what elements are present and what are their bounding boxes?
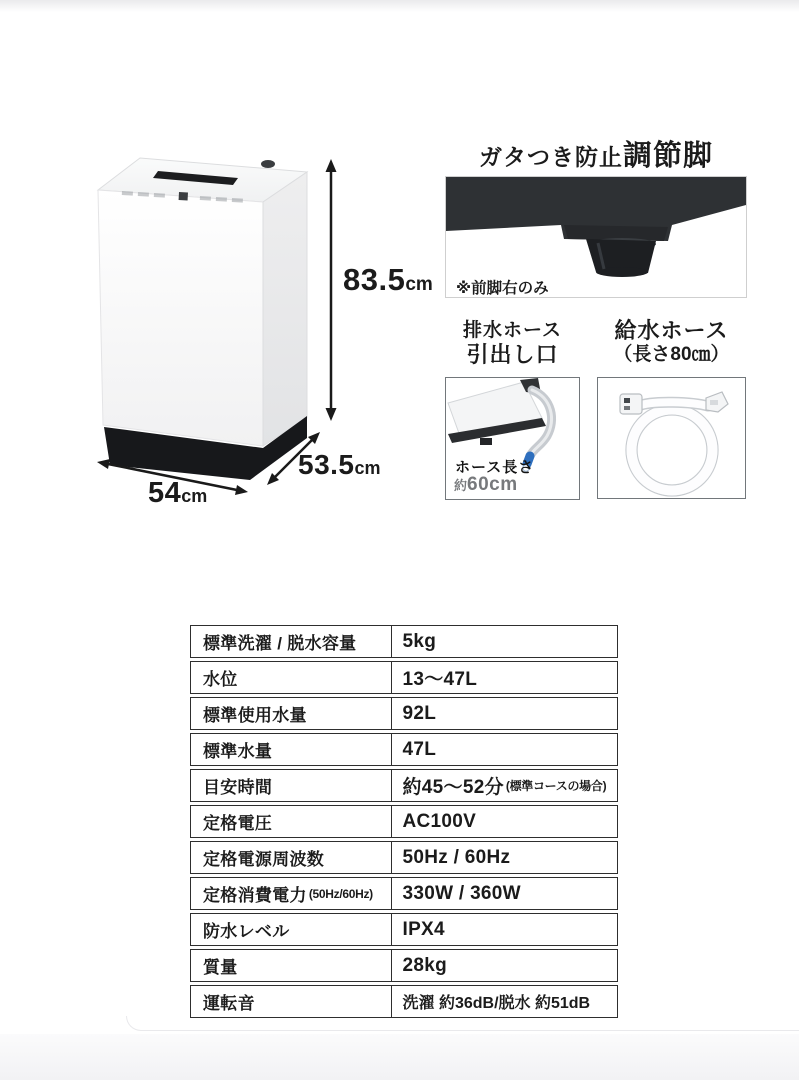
hose-connector-right [706, 392, 728, 412]
height-value: 83.5 [343, 262, 406, 297]
spec-value: 330W / 360W [402, 882, 521, 904]
drain-caption-length [454, 474, 518, 496]
drain-title-line1: 排水ホース [462, 320, 563, 341]
washer-body [98, 158, 307, 480]
length-value: 60cm [467, 474, 518, 495]
spec-value: 13〜47L [402, 669, 478, 690]
spec-label: 目安時間 [203, 778, 273, 797]
spec-value: AC100V [402, 810, 477, 832]
height-arrow [326, 159, 337, 421]
hose-connector-left [620, 394, 642, 414]
bottom-edge-shading [0, 1034, 799, 1080]
approx-mark: 約 [454, 478, 468, 493]
spec-row-weight [190, 949, 618, 982]
spec-row-rated-power [190, 877, 618, 910]
spec-label: 質量 [203, 958, 238, 977]
spec-value: IPX4 [402, 918, 445, 940]
card-bottom-edge [126, 1016, 799, 1031]
foot-title-prefix: ガタつき防止 [478, 144, 623, 170]
spec-value: 5kg [402, 630, 437, 652]
spec-label: 運転音 [203, 994, 255, 1013]
spec-value: 28kg [402, 954, 448, 976]
spec-value: 50Hz / 60Hz [402, 846, 511, 868]
spec-label: 防水レベル [203, 922, 290, 941]
spec-label: 定格電源周波数 [203, 850, 325, 869]
supply-hose-illustration [598, 378, 745, 498]
power-button [179, 192, 188, 200]
supply-hose-photo [597, 377, 746, 499]
height-unit: cm [405, 274, 433, 295]
foot-feature-title [445, 133, 747, 174]
spec-label: 水位 [203, 670, 238, 689]
spec-row-standard-water-amount [190, 733, 618, 766]
foot-title-main: 調節脚 [622, 140, 713, 172]
foot-photo [445, 176, 747, 298]
spec-row-capacity [190, 625, 618, 658]
depth-unit: cm [354, 458, 381, 478]
spec-label: 標準水量 [203, 742, 273, 761]
spec-row-rated-voltage [190, 805, 618, 838]
depth-value: 53.5 [298, 449, 355, 480]
spec-row-standard-water-usage [190, 697, 618, 730]
foot-note: ※前脚右のみ [456, 280, 549, 297]
spec-value-note: (標準コースの場合) [505, 779, 607, 793]
drain-hose-photo [445, 377, 580, 500]
spec-value: 洗濯 約36dB/脱水 約51dB [402, 995, 591, 1012]
inlet-fitting [261, 160, 275, 168]
supply-title-line1: 給水ホース [614, 318, 729, 343]
drain-caption-label: ホース長さ [455, 459, 535, 476]
spec-row-estimated-time [190, 769, 618, 802]
spec-row-operating-noise [190, 985, 618, 1018]
width-value: 54 [148, 477, 182, 509]
top-edge-shading [0, 0, 799, 12]
supply-hose-title [597, 318, 746, 366]
spec-value: 47L [402, 738, 437, 760]
spec-label: 標準使用水量 [203, 706, 307, 725]
spec-table [190, 625, 618, 1021]
drain-title-line2: 引出し口 [466, 342, 559, 368]
spec-row-waterproof-level [190, 913, 618, 946]
spec-label-note: (50Hz/60Hz) [308, 886, 373, 901]
depth-dimension-label [298, 449, 381, 481]
supply-title-line2: （長さ80㎝） [613, 343, 730, 365]
spec-label: 標準洗濯 / 脱水容量 [203, 634, 357, 653]
spec-row-rated-frequency [190, 841, 618, 874]
spec-row-water-level [190, 661, 618, 694]
washer-illustration [60, 140, 450, 525]
spec-value: 92L [402, 702, 437, 724]
height-dimension-label [343, 262, 433, 298]
width-dimension-label [148, 477, 207, 510]
drain-hose-title [445, 320, 580, 368]
spec-label: 定格消費電力 [203, 886, 307, 905]
width-unit: cm [181, 486, 208, 506]
spec-label: 定格電圧 [203, 814, 273, 833]
spec-value: 約45〜52分 [402, 777, 504, 798]
